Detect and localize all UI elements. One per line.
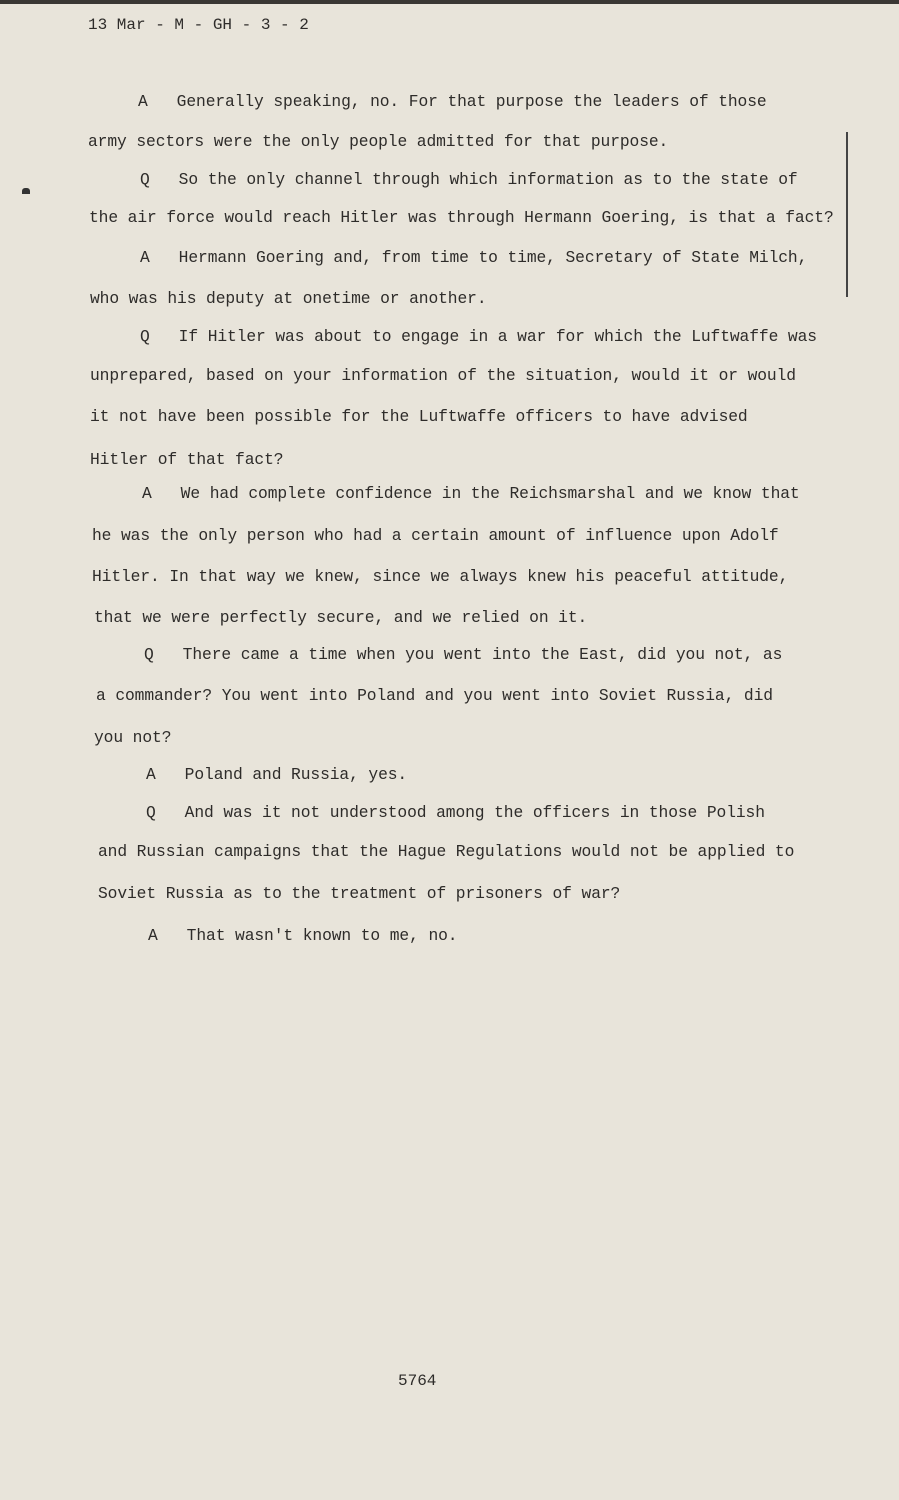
transcript-line: he was the only person who had a certain amount of influence upon Adolf: [92, 526, 779, 545]
scan-edge: [0, 0, 899, 4]
transcript-line: Hitler. In that way we knew, since we always knew his peaceful attitude,: [92, 567, 789, 586]
document-header: 13 Mar - M - GH - 3 - 2: [88, 16, 309, 34]
transcript-line: who was his deputy at onetime or another.: [90, 289, 487, 308]
transcript-line: army sectors were the only people admitted for that purpose.: [88, 132, 669, 151]
margin-spot: [22, 188, 30, 194]
transcript-line: A Poland and Russia, yes.: [146, 765, 408, 784]
transcript-line: it not have been possible for the Luftwaffe officers to have advised: [90, 407, 748, 426]
transcript-line: Hitler of that fact?: [90, 450, 284, 469]
page-number: 5764: [398, 1372, 437, 1390]
transcript-line: and Russian campaigns that the Hague Regulations would not be applied to: [98, 842, 795, 861]
margin-mark: [846, 132, 848, 297]
transcript-line: A Hermann Goering and, from time to time, Secretary of State Milch,: [140, 248, 808, 267]
transcript-line: Q So the only channel through which information as to the state of: [140, 170, 798, 189]
transcript-line: unprepared, based on your information of the situation, would it or would: [90, 366, 796, 385]
transcript-line: A Generally speaking, no. For that purpose the leaders of those: [138, 92, 767, 111]
transcript-line: Q There came a time when you went into the East, did you not, as: [144, 645, 783, 664]
transcript-line: a commander? You went into Poland and you went into Soviet Russia, did: [96, 686, 773, 705]
transcript-line: Q If Hitler was about to engage in a war for which the Luftwaffe was: [140, 327, 817, 346]
transcript-line: Q And was it not understood among the officers in those Polish: [146, 803, 765, 822]
transcript-line: the air force would reach Hitler was through Hermann Goering, is that a fact?: [89, 208, 834, 227]
transcript-line: you not?: [94, 728, 172, 747]
transcript-line: Soviet Russia as to the treatment of prisoners of war?: [98, 884, 621, 903]
transcript-line: A That wasn't known to me, no.: [148, 926, 458, 945]
transcript-line: A We had complete confidence in the Reichsmarshal and we know that: [142, 484, 800, 503]
transcript-line: that we were perfectly secure, and we relied on it.: [94, 608, 588, 627]
